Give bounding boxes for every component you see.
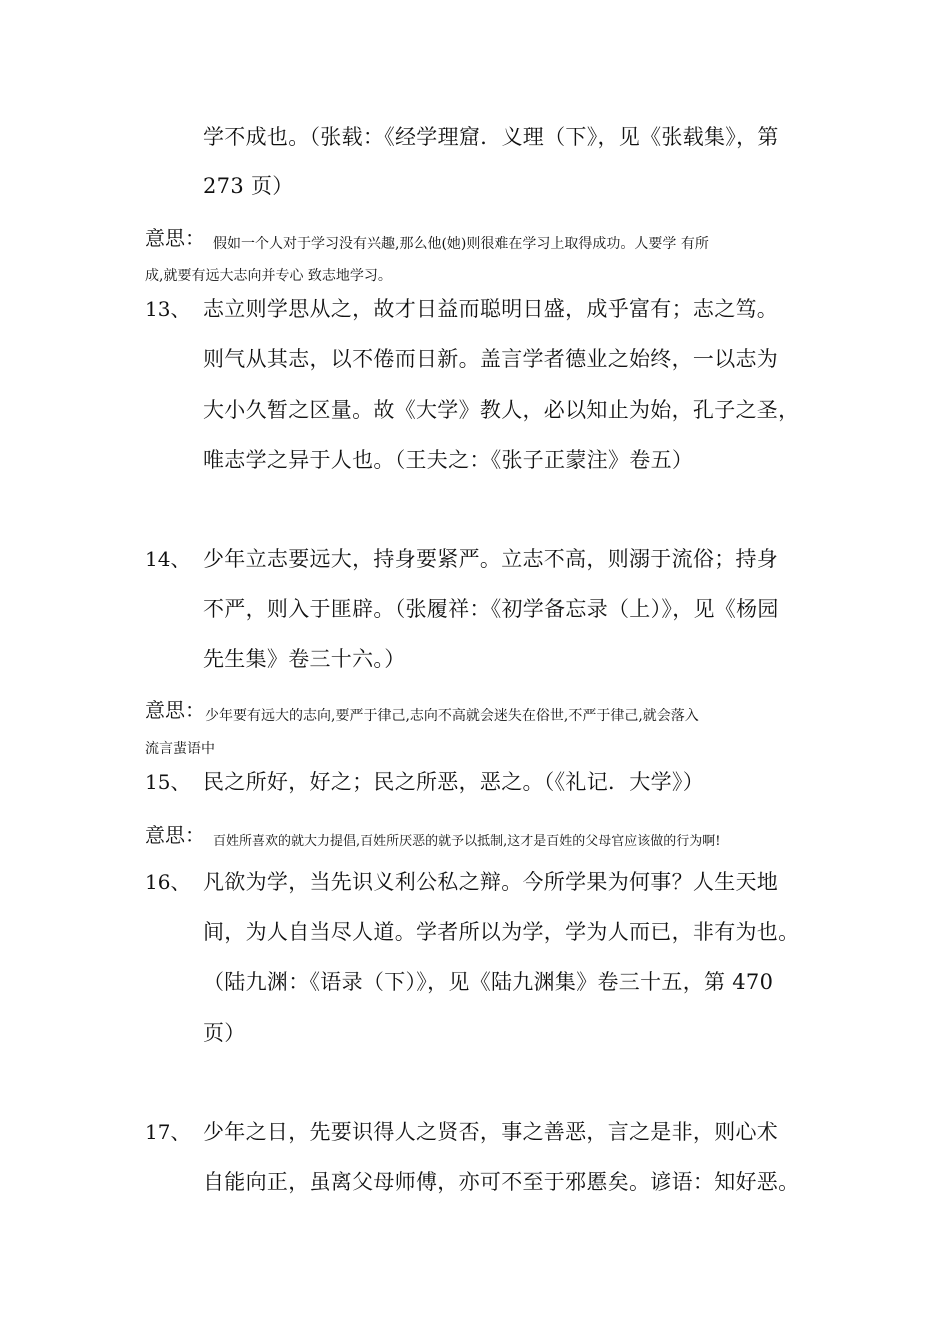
entry-17-line-1: 少年之日，先要识得人之贤否，事之善恶，言之是非，则心术 xyxy=(203,1120,779,1144)
entry-12-line-1: 学不成也。（张载：《经学理窟．义理（下》，见《张载集》，第 xyxy=(203,125,779,149)
entry-14-line-2: 不严，则入于匪辟。（张履祥：《初学备忘录（上）》，见《杨园 xyxy=(203,597,779,621)
entry-15-meaning-label: 意思： xyxy=(145,823,205,847)
entry-15-line-1: 民之所好，好之；民之所恶，恶之。（《礼记．大学》） xyxy=(203,770,704,794)
entry-13-line-1: 志立则学思从之，故才日益而聪明日盛，成乎富有；志之笃。 xyxy=(203,297,779,321)
entry-16-line-1: 凡欲为学，当先识义利公私之辩。今所学果为何事？人生天地 xyxy=(203,870,779,894)
entry-12-meaning-line-1: 假如一个人对于学习没有兴趣,那么他(她)则很难在学习上取得成功。人要学 有所 xyxy=(213,236,709,252)
entry-17-number: 17、 xyxy=(145,1120,191,1144)
entry-17-line-2: 自能向正，虽离父母师傅，亦可不至于邪慝矣。谚语：知好恶。 xyxy=(203,1170,800,1194)
entry-12-line-2: 273 页） xyxy=(203,174,294,198)
entry-14-line-1: 少年立志要远大，持身要紧严。立志不高，则溺于流俗；持身 xyxy=(203,547,779,571)
entry-14-meaning-label: 意思： xyxy=(145,698,205,722)
entry-16-number: 16、 xyxy=(145,870,191,894)
entry-13-line-3: 大小久暂之区量。故《大学》教人，必以知止为始，孔子之圣， xyxy=(203,398,800,422)
entry-12-meaning-line-2: 成,就要有远大志向并专心 致志地学习。 xyxy=(145,268,392,284)
entry-16-line-4: 页） xyxy=(203,1021,246,1045)
entry-14-number: 14、 xyxy=(145,547,191,571)
entry-16-line-3: （陆九渊：《语录（下）》，见《陆九渊集》卷三十五，第 470 xyxy=(203,970,774,994)
entry-15-number: 15、 xyxy=(145,770,191,794)
entry-13-number: 13、 xyxy=(145,297,191,321)
entry-12-meaning-label: 意思： xyxy=(145,226,205,250)
entry-16-line-2: 间，为人自当尽人道。学者所以为学，学为人而已，非有为也。 xyxy=(203,920,800,944)
entry-15-meaning-line-1: 百姓所喜欢的就大力提倡,百姓所厌恶的就予以抵制,这才是百姓的父母官应该做的行为啊! xyxy=(213,834,721,849)
entry-13-line-4: 唯志学之异于人也。（王夫之：《张子正蒙注》卷五） xyxy=(203,448,694,472)
entry-14-line-3: 先生集》卷三十六。） xyxy=(203,647,406,671)
entry-14-meaning-line-2: 流言蜚语中 xyxy=(145,741,215,757)
entry-13-line-2: 则气从其志，以不倦而日新。盖言学者德业之始终，一以志为 xyxy=(203,347,779,371)
entry-14-meaning-line-1: 少年要有远大的志向,要严于律己,志向不高就会迷失在俗世,不严于律己,就会落入 xyxy=(205,708,699,724)
